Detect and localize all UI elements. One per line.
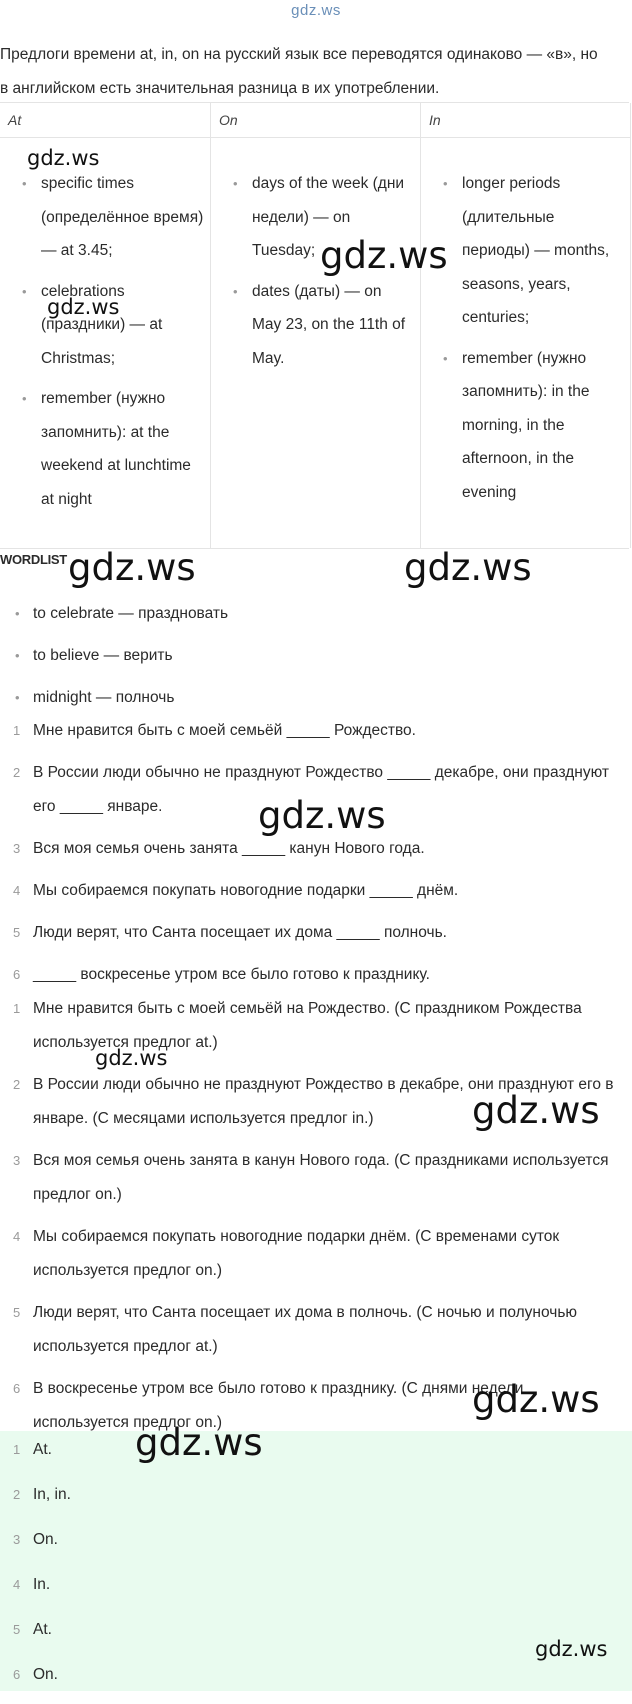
task-text: Мы собираемся покупать новогодние подарки _____ днём. <box>33 882 459 899</box>
answer-text: Мы собираемся покупать новогодние подарки днём. (С временами суток используется предлог on.) <box>33 1228 560 1279</box>
task-text: _____ воскресенье утром все было готово к празднику. <box>33 966 430 983</box>
list-item: • dates (даты) — on May 23, on the 11th of May. <box>211 275 421 376</box>
list-item: • days of the week (дни недели) — on Tuesday; <box>211 167 421 268</box>
answer-item <box>0 1296 622 1364</box>
task-text: Мне нравится быть с моей семьёй _____ Рождество. <box>33 722 416 739</box>
answer-key-list <box>0 1434 632 1704</box>
list-item: • longer periods (длительные периоды) — months, seasons, years, centuries; <box>421 167 630 335</box>
key-item <box>0 1569 632 1601</box>
answer-text: Вся моя семья очень занята в канун Нового года. (С праздниками используется предлог on.) <box>33 1152 609 1203</box>
item-number: 2 <box>13 1077 21 1092</box>
item-number: 6 <box>13 1667 21 1682</box>
watermark: gdz.ws <box>472 1378 600 1421</box>
task-item <box>0 874 632 908</box>
answer-text: Мне нравится быть с моей семьёй на Рождество. (С праздником Рождества используется предлог at.) <box>33 1000 582 1051</box>
column-heading: In <box>421 103 630 138</box>
wordlist-title: WORDLIST <box>0 552 67 567</box>
task-list <box>0 714 632 1000</box>
key-item <box>0 1524 632 1556</box>
site-mark: gdz.ws <box>291 2 341 19</box>
column-heading: On <box>211 103 421 138</box>
item-number: 3 <box>13 1532 21 1547</box>
watermark: gdz.ws <box>258 794 386 837</box>
item-number: 5 <box>13 1305 21 1320</box>
answer-text: В России люди обычно не празднуют Рождество в декабре, они празднуют его в январе. (С месяцами используется предлог in.) <box>33 1076 614 1127</box>
task-text: В России люди обычно не празднуют Рождество _____ декабре, они празднуют его _____ январе. <box>33 764 609 815</box>
task-item <box>0 714 632 748</box>
answer-item <box>0 992 622 1060</box>
answer-item <box>0 1220 622 1288</box>
rule-list <box>421 167 630 516</box>
task-text: Вся моя семья очень занята _____ канун Нового года. <box>33 840 425 857</box>
watermark: gdz.ws <box>95 1046 168 1070</box>
list-item: • midnight — полночь <box>0 682 228 724</box>
wordlist <box>0 598 228 724</box>
answer-text: Люди верят, что Санта посещает их дома в полночь. (С ночью и полуночью используется предлог at.) <box>33 1304 578 1355</box>
key-text: In, in. <box>33 1486 71 1503</box>
answer-item <box>0 1144 622 1212</box>
watermark: gdz.ws <box>535 1637 608 1661</box>
item-number: 1 <box>13 1001 21 1016</box>
watermark: gdz.ws <box>404 546 532 589</box>
list-item: • remember (нужно запомнить): at the weekend at lunchtime at night <box>0 382 210 516</box>
intro-text: Предлоги времени at, in, on на русский язык все переводятся одинаково — «в», но в английском есть значительная разница в их употреблении. <box>0 46 598 97</box>
column-on <box>210 103 421 548</box>
item-number: 1 <box>13 723 21 738</box>
item-number: 4 <box>13 883 21 898</box>
column-in <box>420 103 631 548</box>
watermark: gdz.ws <box>68 546 196 589</box>
item-number: 3 <box>13 841 21 856</box>
task-item <box>0 916 632 950</box>
task-item <box>0 832 632 866</box>
key-item <box>0 1434 632 1466</box>
key-text: At. <box>33 1621 52 1638</box>
item-number: 5 <box>13 925 21 940</box>
key-item <box>0 1479 632 1511</box>
item-number: 3 <box>13 1153 21 1168</box>
list-item: • to believe — верить <box>0 640 228 682</box>
watermark: gdz.ws <box>27 146 100 170</box>
key-text: On. <box>33 1666 58 1683</box>
item-number: 1 <box>13 1442 21 1457</box>
task-text: Люди верят, что Санта посещает их дома _____ полночь. <box>33 924 447 941</box>
list-item: • remember (нужно запомнить): in the morning, in the afternoon, in the evening <box>421 342 630 510</box>
list-item: • celebrations (праздники) — at Christmas; <box>0 275 210 376</box>
key-text: In. <box>33 1576 51 1593</box>
rule-list <box>0 167 210 523</box>
item-number: 2 <box>13 765 21 780</box>
answer-text: В воскресенье утром все было готово к празднику. (С днями недели используется предлог on.) <box>33 1380 524 1431</box>
watermark: gdz.ws <box>320 234 448 277</box>
watermark: gdz.ws <box>135 1421 263 1464</box>
list-item: • to celebrate — праздновать <box>0 598 228 640</box>
item-number: 2 <box>13 1487 21 1502</box>
watermark: gdz.ws <box>47 295 120 319</box>
key-text: On. <box>33 1531 58 1548</box>
item-number: 4 <box>13 1577 21 1592</box>
item-number: 6 <box>13 1381 21 1396</box>
column-heading: At <box>0 103 210 138</box>
key-item <box>0 1659 632 1691</box>
watermark: gdz.ws <box>472 1089 600 1132</box>
item-number: 4 <box>13 1229 21 1244</box>
item-number: 6 <box>13 967 21 982</box>
task-item <box>0 958 632 992</box>
item-number: 5 <box>13 1622 21 1637</box>
key-text: At. <box>33 1441 52 1458</box>
list-item: • specific times (определённое время) — at 3.45; <box>0 167 210 268</box>
